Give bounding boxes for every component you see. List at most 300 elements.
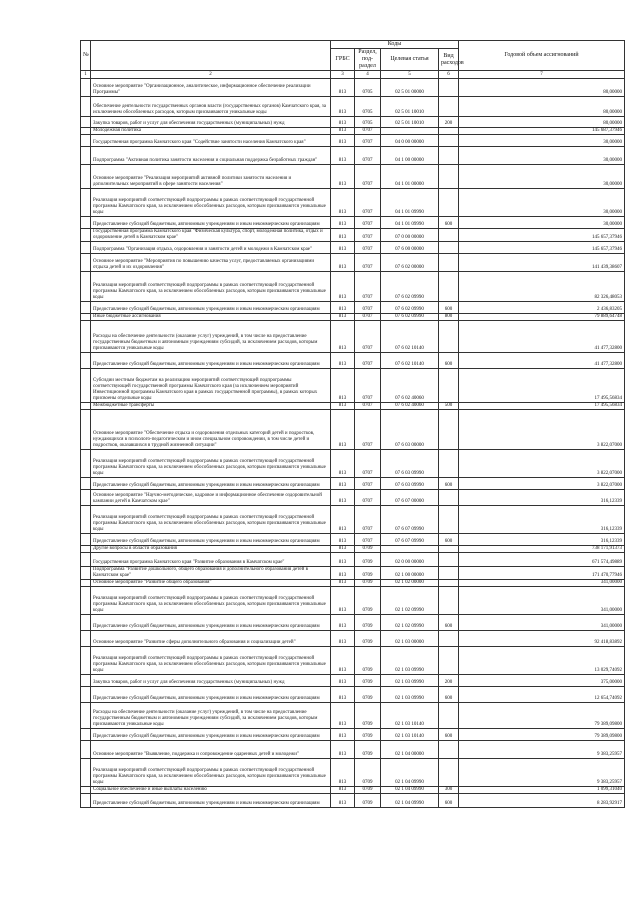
row-number-cell: [81, 135, 91, 147]
table-row: [81, 242, 625, 254]
row-expense-type: 600: [439, 478, 459, 490]
table-row: [81, 97, 625, 117]
table-row: [81, 79, 625, 97]
row-number-cell: [81, 553, 91, 567]
row-grbs: 813: [331, 759, 355, 787]
row-description: Реализация мероприятий соответствующей подпрограммы в рамках соответствующей государственной программы Камчатского края, за исключением обособленных расходов, которым присваиваются уникальные коды: [91, 450, 331, 478]
row-grbs: 813: [331, 450, 355, 478]
row-section: 0707: [355, 403, 381, 410]
row-expense-type: [439, 165, 459, 189]
row-section: 0709: [355, 741, 381, 759]
row-grbs: 813: [331, 147, 355, 165]
row-target-article: 02 1 04 09990: [381, 794, 439, 808]
row-grbs: 813: [331, 534, 355, 546]
column-index: 4: [355, 71, 381, 79]
row-expense-type: 500: [439, 403, 459, 410]
row-number-cell: [81, 450, 91, 478]
row-amount: 341,00000: [459, 615, 625, 631]
row-description: Основное мероприятие "Выявление, поддержка и сопровождение одаренных детей и молодежи": [91, 741, 331, 759]
row-target-article: 04 0 00 00000: [381, 135, 439, 147]
row-section: 0709: [355, 687, 381, 703]
row-grbs: 813: [331, 189, 355, 217]
row-expense-type: [439, 567, 459, 580]
row-section: 0709: [355, 553, 381, 567]
row-grbs: 813: [331, 546, 355, 553]
row-section: 0707: [355, 410, 381, 450]
row-section: 0707: [355, 353, 381, 369]
row-section: 0707: [355, 165, 381, 189]
row-section: 0707: [355, 534, 381, 546]
row-grbs: 813: [331, 794, 355, 808]
row-target-article: 07 6 02 09990: [381, 272, 439, 302]
row-section: 0707: [355, 229, 381, 242]
row-expense-type: 600: [439, 353, 459, 369]
row-expense-type: [439, 490, 459, 506]
row-description: Предоставление субсидий бюджетным, автономным учреждениям и иным некоммерческим организациям: [91, 353, 331, 369]
row-grbs: 813: [331, 553, 355, 567]
row-amount: 1 099,31040: [459, 787, 625, 794]
row-section: 0707: [355, 506, 381, 534]
row-grbs: 813: [331, 647, 355, 675]
table-row: [81, 189, 625, 217]
row-section: 0705: [355, 79, 381, 97]
column-index: 6: [439, 71, 459, 79]
table-row: [81, 128, 625, 135]
row-grbs: 813: [331, 353, 355, 369]
row-amount: 17 495,56834: [459, 369, 625, 403]
row-target-article: 07 6 02 00000: [381, 254, 439, 272]
row-target-article: 07 6 02 09990: [381, 314, 439, 321]
row-number-cell: [81, 567, 91, 580]
row-grbs: 813: [331, 321, 355, 353]
table-row: [81, 135, 625, 147]
row-target-article: 07 6 00 00000: [381, 242, 439, 254]
row-expense-type: 600: [439, 794, 459, 808]
column-index: 7: [459, 71, 625, 79]
row-number-cell: [81, 254, 91, 272]
row-expense-type: [439, 631, 459, 647]
table-row: [81, 117, 625, 128]
row-expense-type: [439, 410, 459, 450]
row-grbs: 813: [331, 79, 355, 97]
row-expense-type: [439, 272, 459, 302]
table-row: [81, 403, 625, 410]
row-amount: 738 171,91373: [459, 546, 625, 553]
row-grbs: 813: [331, 117, 355, 128]
row-grbs: 813: [331, 410, 355, 450]
row-number-cell: [81, 741, 91, 759]
row-number-cell: [81, 687, 91, 703]
row-section: 0707: [355, 189, 381, 217]
row-expense-type: 200: [439, 675, 459, 687]
row-expense-type: [439, 553, 459, 567]
table-row: [81, 353, 625, 369]
row-description: Закупка товаров, работ и услуг для обеспечения государственных (муниципальных) нужд: [91, 117, 331, 128]
row-number-cell: [81, 647, 91, 675]
row-section: 0707: [355, 135, 381, 147]
table-row: [81, 729, 625, 741]
row-amount: 8 283,92917: [459, 794, 625, 808]
row-description: Реализация мероприятий соответствующей подпрограммы в рамках соответствующей государственной программы Камчатского края, за исключением обособленных расходов, которым присваиваются уникальные коды: [91, 189, 331, 217]
row-section: 0709: [355, 675, 381, 687]
row-grbs: 813: [331, 165, 355, 189]
row-grbs: 813: [331, 478, 355, 490]
row-grbs: 813: [331, 741, 355, 759]
table-row: [81, 478, 625, 490]
row-expense-type: [439, 128, 459, 135]
row-amount: 145 687,37946: [459, 128, 625, 135]
row-amount: 79 389,09800: [459, 703, 625, 729]
row-grbs: 813: [331, 97, 355, 117]
row-target-article: 04 1 01 09990: [381, 217, 439, 229]
row-target-article: 07 6 07 09990: [381, 506, 439, 534]
row-number-cell: [81, 369, 91, 403]
header-codes: Коды: [331, 41, 459, 49]
header-target: Целевая статья: [381, 49, 439, 71]
row-number-cell: [81, 242, 91, 254]
table-row: [81, 272, 625, 302]
row-amount: 3 822,07000: [459, 478, 625, 490]
column-index: 1: [81, 71, 91, 79]
row-amount: 9 383,25957: [459, 741, 625, 759]
row-target-article: 07 6 02 10140: [381, 353, 439, 369]
table-row: [81, 165, 625, 189]
table-row: [81, 302, 625, 314]
table-row: [81, 647, 625, 675]
row-description: Социальное обеспечение и иные выплаты населению: [91, 787, 331, 794]
row-expense-type: 600: [439, 729, 459, 741]
row-description: Основное мероприятие "Развитие сферы дополнительного образования и социализации детей": [91, 631, 331, 647]
column-index: 5: [381, 71, 439, 79]
row-number-cell: [81, 703, 91, 729]
row-amount: 13 029,74092: [459, 647, 625, 675]
row-description: Государственная программа Камчатского края "Содействие занятости населения Камчатского края": [91, 135, 331, 147]
row-grbs: 813: [331, 687, 355, 703]
row-amount: 92 418,83892: [459, 631, 625, 647]
row-expense-type: [439, 135, 459, 147]
row-amount: 30,00000: [459, 135, 625, 147]
row-amount: 30,00000: [459, 217, 625, 229]
row-section: 0709: [355, 787, 381, 794]
row-grbs: 813: [331, 703, 355, 729]
row-expense-type: 800: [439, 314, 459, 321]
row-expense-type: [439, 147, 459, 165]
row-target-article: 02 1 04 09990: [381, 759, 439, 787]
row-section: 0705: [355, 117, 381, 128]
table-row: [81, 741, 625, 759]
row-expense-type: 600: [439, 217, 459, 229]
row-amount: 12 654,74092: [459, 687, 625, 703]
row-number-cell: [81, 128, 91, 135]
row-expense-type: 600: [439, 302, 459, 314]
row-section: 0709: [355, 587, 381, 615]
row-grbs: 813: [331, 242, 355, 254]
table-row: [81, 229, 625, 242]
table-row: [81, 450, 625, 478]
header-description: [91, 41, 331, 71]
row-description: Реализация мероприятий соответствующей подпрограммы в рамках соответствующей государственной программы Камчатского края, за исключением обособленных расходов, которым присваиваются уникальные коды: [91, 506, 331, 534]
table-body: [81, 79, 625, 808]
row-section: 0707: [355, 450, 381, 478]
row-description: Подпрограмма "Организация отдыха, оздоровления и занятости детей и молодежи в Камчатском крае": [91, 242, 331, 254]
row-amount: 141 439,38607: [459, 254, 625, 272]
row-expense-type: [439, 450, 459, 478]
row-section: 0709: [355, 794, 381, 808]
row-target-article: 02 1 03 10140: [381, 729, 439, 741]
table-row: [81, 147, 625, 165]
row-amount: 41 477,32800: [459, 353, 625, 369]
row-grbs: 813: [331, 631, 355, 647]
row-amount: 316,12339: [459, 490, 625, 506]
row-section: 0707: [355, 369, 381, 403]
table-row: [81, 217, 625, 229]
row-description: Основное мероприятие "Обеспечение отдыха и оздоровления отдельных категорий детей и подростков, нуждающихся в психолого-педагогическом и ином специальном сопровождении, в том числе детей и подростков, оказавшихся в трудной жизненной ситуации": [91, 410, 331, 450]
table-row: [81, 254, 625, 272]
row-grbs: 813: [331, 587, 355, 615]
row-target-article: 02 5 01 00000: [381, 79, 439, 97]
row-number-cell: [81, 97, 91, 117]
row-target-article: 07 6 02 10140: [381, 321, 439, 353]
row-section: 0707: [355, 128, 381, 135]
row-expense-type: [439, 506, 459, 534]
row-expense-type: [439, 321, 459, 353]
table-row: [81, 787, 625, 794]
row-target-article: 07 6 02 40060: [381, 369, 439, 403]
table-row: [81, 506, 625, 534]
row-target-article: 02 1 02 00000: [381, 580, 439, 587]
row-description: Закупка товаров, работ и услуг для обеспечения государственных (муниципальных) нужд: [91, 675, 331, 687]
row-amount: 671 574,49889: [459, 553, 625, 567]
table-row: [81, 567, 625, 580]
row-description: Иные бюджетные ассигнования: [91, 314, 331, 321]
row-number-cell: [81, 302, 91, 314]
table-row: [81, 553, 625, 567]
column-index: 2: [91, 71, 331, 79]
row-description: Основное мероприятие "Развитие общего образования": [91, 580, 331, 587]
row-description: Государственная программа Камчатского края "Физическая культура, спорт, молодежная политика, отдых и оздоровление детей в Камчатском крае": [91, 229, 331, 242]
row-amount: 30,00000: [459, 147, 625, 165]
row-description: Субсидии местным бюджетам на реализацию мероприятий соответствующей подпрограммы соответствующей государственной программы Камчатского края (за исключением мероприятий Инвестиционной программы Камчатского края в рамках государственной программы), в рамках которых присвоены отдельные коды: [91, 369, 331, 403]
row-grbs: 813: [331, 217, 355, 229]
row-description: Основное мероприятие "Реализация мероприятий активной политики занятости населения и дополнительных мероприятий в сфере занятости населения": [91, 165, 331, 189]
row-expense-type: 300: [439, 787, 459, 794]
header-section: Раздел, под-раздел: [355, 49, 381, 71]
table-row: [81, 534, 625, 546]
row-expense-type: [439, 741, 459, 759]
row-section: 0709: [355, 647, 381, 675]
row-grbs: 813: [331, 580, 355, 587]
row-number-cell: [81, 229, 91, 242]
row-description: Предоставление субсидий бюджетным, автономным учреждениям и иным некоммерческим организациям: [91, 217, 331, 229]
row-target-article: 04 1 01 00000: [381, 165, 439, 189]
row-description: Предоставление субсидий бюджетным, автономным учреждениям и иным некоммерческим организациям: [91, 615, 331, 631]
row-number-cell: [81, 403, 91, 410]
header-grbs: ГРБС: [331, 49, 355, 71]
row-target-article: 07 6 02 09990: [381, 302, 439, 314]
row-number-cell: [81, 147, 91, 165]
row-section: 0709: [355, 580, 381, 587]
row-number-cell: [81, 321, 91, 353]
row-expense-type: [439, 647, 459, 675]
table-row: [81, 631, 625, 647]
row-expense-type: [439, 546, 459, 553]
row-expense-type: [439, 759, 459, 787]
table-row: [81, 410, 625, 450]
row-section: 0707: [355, 490, 381, 506]
row-grbs: 813: [331, 403, 355, 410]
row-target-article: 02 0 00 00000: [381, 553, 439, 567]
table-row: [81, 580, 625, 587]
row-expense-type: [439, 580, 459, 587]
row-target-article: 07 6 07 09990: [381, 534, 439, 546]
row-target-article: 02 1 04 09990: [381, 787, 439, 794]
row-description: Основное мероприятие "Научно-методическое, кадровое и информационное обеспечение оздоровительной кампании детей в Камчатском крае": [91, 490, 331, 506]
row-target-article: 07 6 03 09990: [381, 450, 439, 478]
row-expense-type: [439, 587, 459, 615]
row-description: Предоставление субсидий бюджетным, автономным учреждениям и иным некоммерческим организациям: [91, 534, 331, 546]
row-target-article: 02 1 02 09990: [381, 615, 439, 631]
table-row: [81, 490, 625, 506]
row-section: 0709: [355, 615, 381, 631]
row-number-cell: [81, 314, 91, 321]
row-grbs: 813: [331, 128, 355, 135]
row-target-article: 04 1 00 00000: [381, 147, 439, 165]
row-target-article: 02 1 03 09990: [381, 647, 439, 675]
row-grbs: 813: [331, 615, 355, 631]
row-section: 0707: [355, 254, 381, 272]
row-target-article: 02 1 03 09990: [381, 675, 439, 687]
table-row: [81, 759, 625, 787]
row-number-cell: [81, 272, 91, 302]
row-expense-type: 600: [439, 534, 459, 546]
row-number-cell: [81, 353, 91, 369]
row-section: 0709: [355, 546, 381, 553]
row-grbs: 813: [331, 254, 355, 272]
row-section: 0709: [355, 759, 381, 787]
row-description: Предоставление субсидий бюджетным, автономным учреждениям и иным некоммерческим организациям: [91, 687, 331, 703]
table-row: [81, 675, 625, 687]
row-target-article: 02 5 01 10010: [381, 97, 439, 117]
row-number-cell: [81, 117, 91, 128]
row-number-cell: [81, 478, 91, 490]
row-target-article: [381, 546, 439, 553]
row-target-article: 07 6 03 09990: [381, 478, 439, 490]
column-index: 3: [331, 71, 355, 79]
row-amount: 9 383,25957: [459, 759, 625, 787]
table-header: [81, 41, 625, 79]
row-expense-type: 600: [439, 615, 459, 631]
row-number-cell: [81, 165, 91, 189]
row-description: Подпрограмма "Развитие дошкольного, общего образования и дополнительного образования детей в Камчатском крае": [91, 567, 331, 580]
row-target-article: 02 5 01 10010: [381, 117, 439, 128]
row-expense-type: [439, 79, 459, 97]
row-number-cell: [81, 490, 91, 506]
row-number-cell: [81, 546, 91, 553]
table-row: [81, 314, 625, 321]
row-number-cell: [81, 759, 91, 787]
row-amount: 80,00000: [459, 79, 625, 97]
row-expense-type: [439, 189, 459, 217]
row-amount: 145 657,37946: [459, 229, 625, 242]
row-description: Подпрограмма "Активная политика занятости населения и социальная поддержка безработных граждан": [91, 147, 331, 165]
row-description: Другие вопросы в области образования: [91, 546, 331, 553]
row-target-article: 02 1 02 09990: [381, 587, 439, 615]
row-number-cell: [81, 787, 91, 794]
row-target-article: 02 1 03 10140: [381, 703, 439, 729]
header-type: Вид расходов: [439, 49, 459, 71]
row-section: 0707: [355, 242, 381, 254]
row-number-cell: [81, 534, 91, 546]
row-section: 0707: [355, 217, 381, 229]
row-expense-type: 200: [439, 117, 459, 128]
row-amount: 79 389,09800: [459, 729, 625, 741]
row-description: Межбюджетные трансферты: [91, 403, 331, 410]
row-amount: 375,00000: [459, 675, 625, 687]
header-total: Годовой объем ассигнований: [459, 41, 625, 71]
row-amount: 341,00000: [459, 587, 625, 615]
row-target-article: 02 1 04 00000: [381, 741, 439, 759]
row-description: Основное мероприятие "Мероприятия по повышению качества услуг, предоставляемых организациями отдыха детей и их оздоровления": [91, 254, 331, 272]
row-section: 0705: [355, 97, 381, 117]
row-grbs: 813: [331, 229, 355, 242]
row-description: Расходы на обеспечение деятельности (оказание услуг) учреждений, в том числе на предоставление государственным бюджетным и автономным учреждениям субсидий, за исключением расходов, которым присваиваются уникальные коды: [91, 703, 331, 729]
row-grbs: 813: [331, 675, 355, 687]
row-target-article: 02 1 03 00000: [381, 631, 439, 647]
row-amount: 171 470,77946: [459, 567, 625, 580]
row-section: 0707: [355, 321, 381, 353]
row-grbs: 813: [331, 314, 355, 321]
row-description: Обеспечение деятельности государственных органов власти (государственных органов) Камчатского края, за исключением обособленных расходов, которым присваиваются уникальные коды: [91, 97, 331, 117]
row-target-article: 07 6 03 00000: [381, 410, 439, 450]
row-amount: 41 477,32800: [459, 321, 625, 353]
row-amount: 145 657,37946: [459, 242, 625, 254]
row-expense-type: [439, 369, 459, 403]
row-number-cell: [81, 615, 91, 631]
row-expense-type: [439, 229, 459, 242]
row-grbs: 813: [331, 506, 355, 534]
row-number-cell: [81, 79, 91, 97]
table-row: [81, 587, 625, 615]
row-description: Реализация мероприятий соответствующей подпрограммы в рамках соответствующей государственной программы Камчатского края, за исключением обособленных расходов, которым присваиваются уникальные коды: [91, 647, 331, 675]
table-row: [81, 794, 625, 808]
row-description: Предоставление субсидий бюджетным, автономным учреждениям и иным некоммерческим организациям: [91, 794, 331, 808]
row-section: 0709: [355, 631, 381, 647]
row-description: Реализация мероприятий соответствующей подпрограммы в рамках соответствующей государственной программы Камчатского края, за исключением обособленных расходов, которым присваиваются уникальные коды: [91, 759, 331, 787]
row-grbs: 813: [331, 729, 355, 741]
row-expense-type: 600: [439, 687, 459, 703]
row-target-article: 02 1 03 09990: [381, 687, 439, 703]
row-expense-type: [439, 242, 459, 254]
row-grbs: 813: [331, 490, 355, 506]
table-row: [81, 703, 625, 729]
table-row: [81, 687, 625, 703]
row-grbs: 813: [331, 567, 355, 580]
row-number-cell: [81, 189, 91, 217]
row-section: 0707: [355, 478, 381, 490]
row-amount: 79 889,64748: [459, 314, 625, 321]
row-number-cell: [81, 410, 91, 450]
row-amount: 341,00000: [459, 580, 625, 587]
table-row: [81, 546, 625, 553]
row-section: 0707: [355, 272, 381, 302]
row-target-article: 07 6 02 40060: [381, 403, 439, 410]
row-amount: 316,12339: [459, 506, 625, 534]
row-section: 0707: [355, 302, 381, 314]
row-amount: 3 822,07000: [459, 410, 625, 450]
row-target-article: 07 6 07 00000: [381, 490, 439, 506]
row-description: Расходы на обеспечение деятельности (оказание услуг) учреждений, в том числе на предоставление государственным бюджетным и автономным учреждениям субсидий, за исключением расходов, которым присваиваются уникальные коды: [91, 321, 331, 353]
row-section: 0709: [355, 567, 381, 580]
